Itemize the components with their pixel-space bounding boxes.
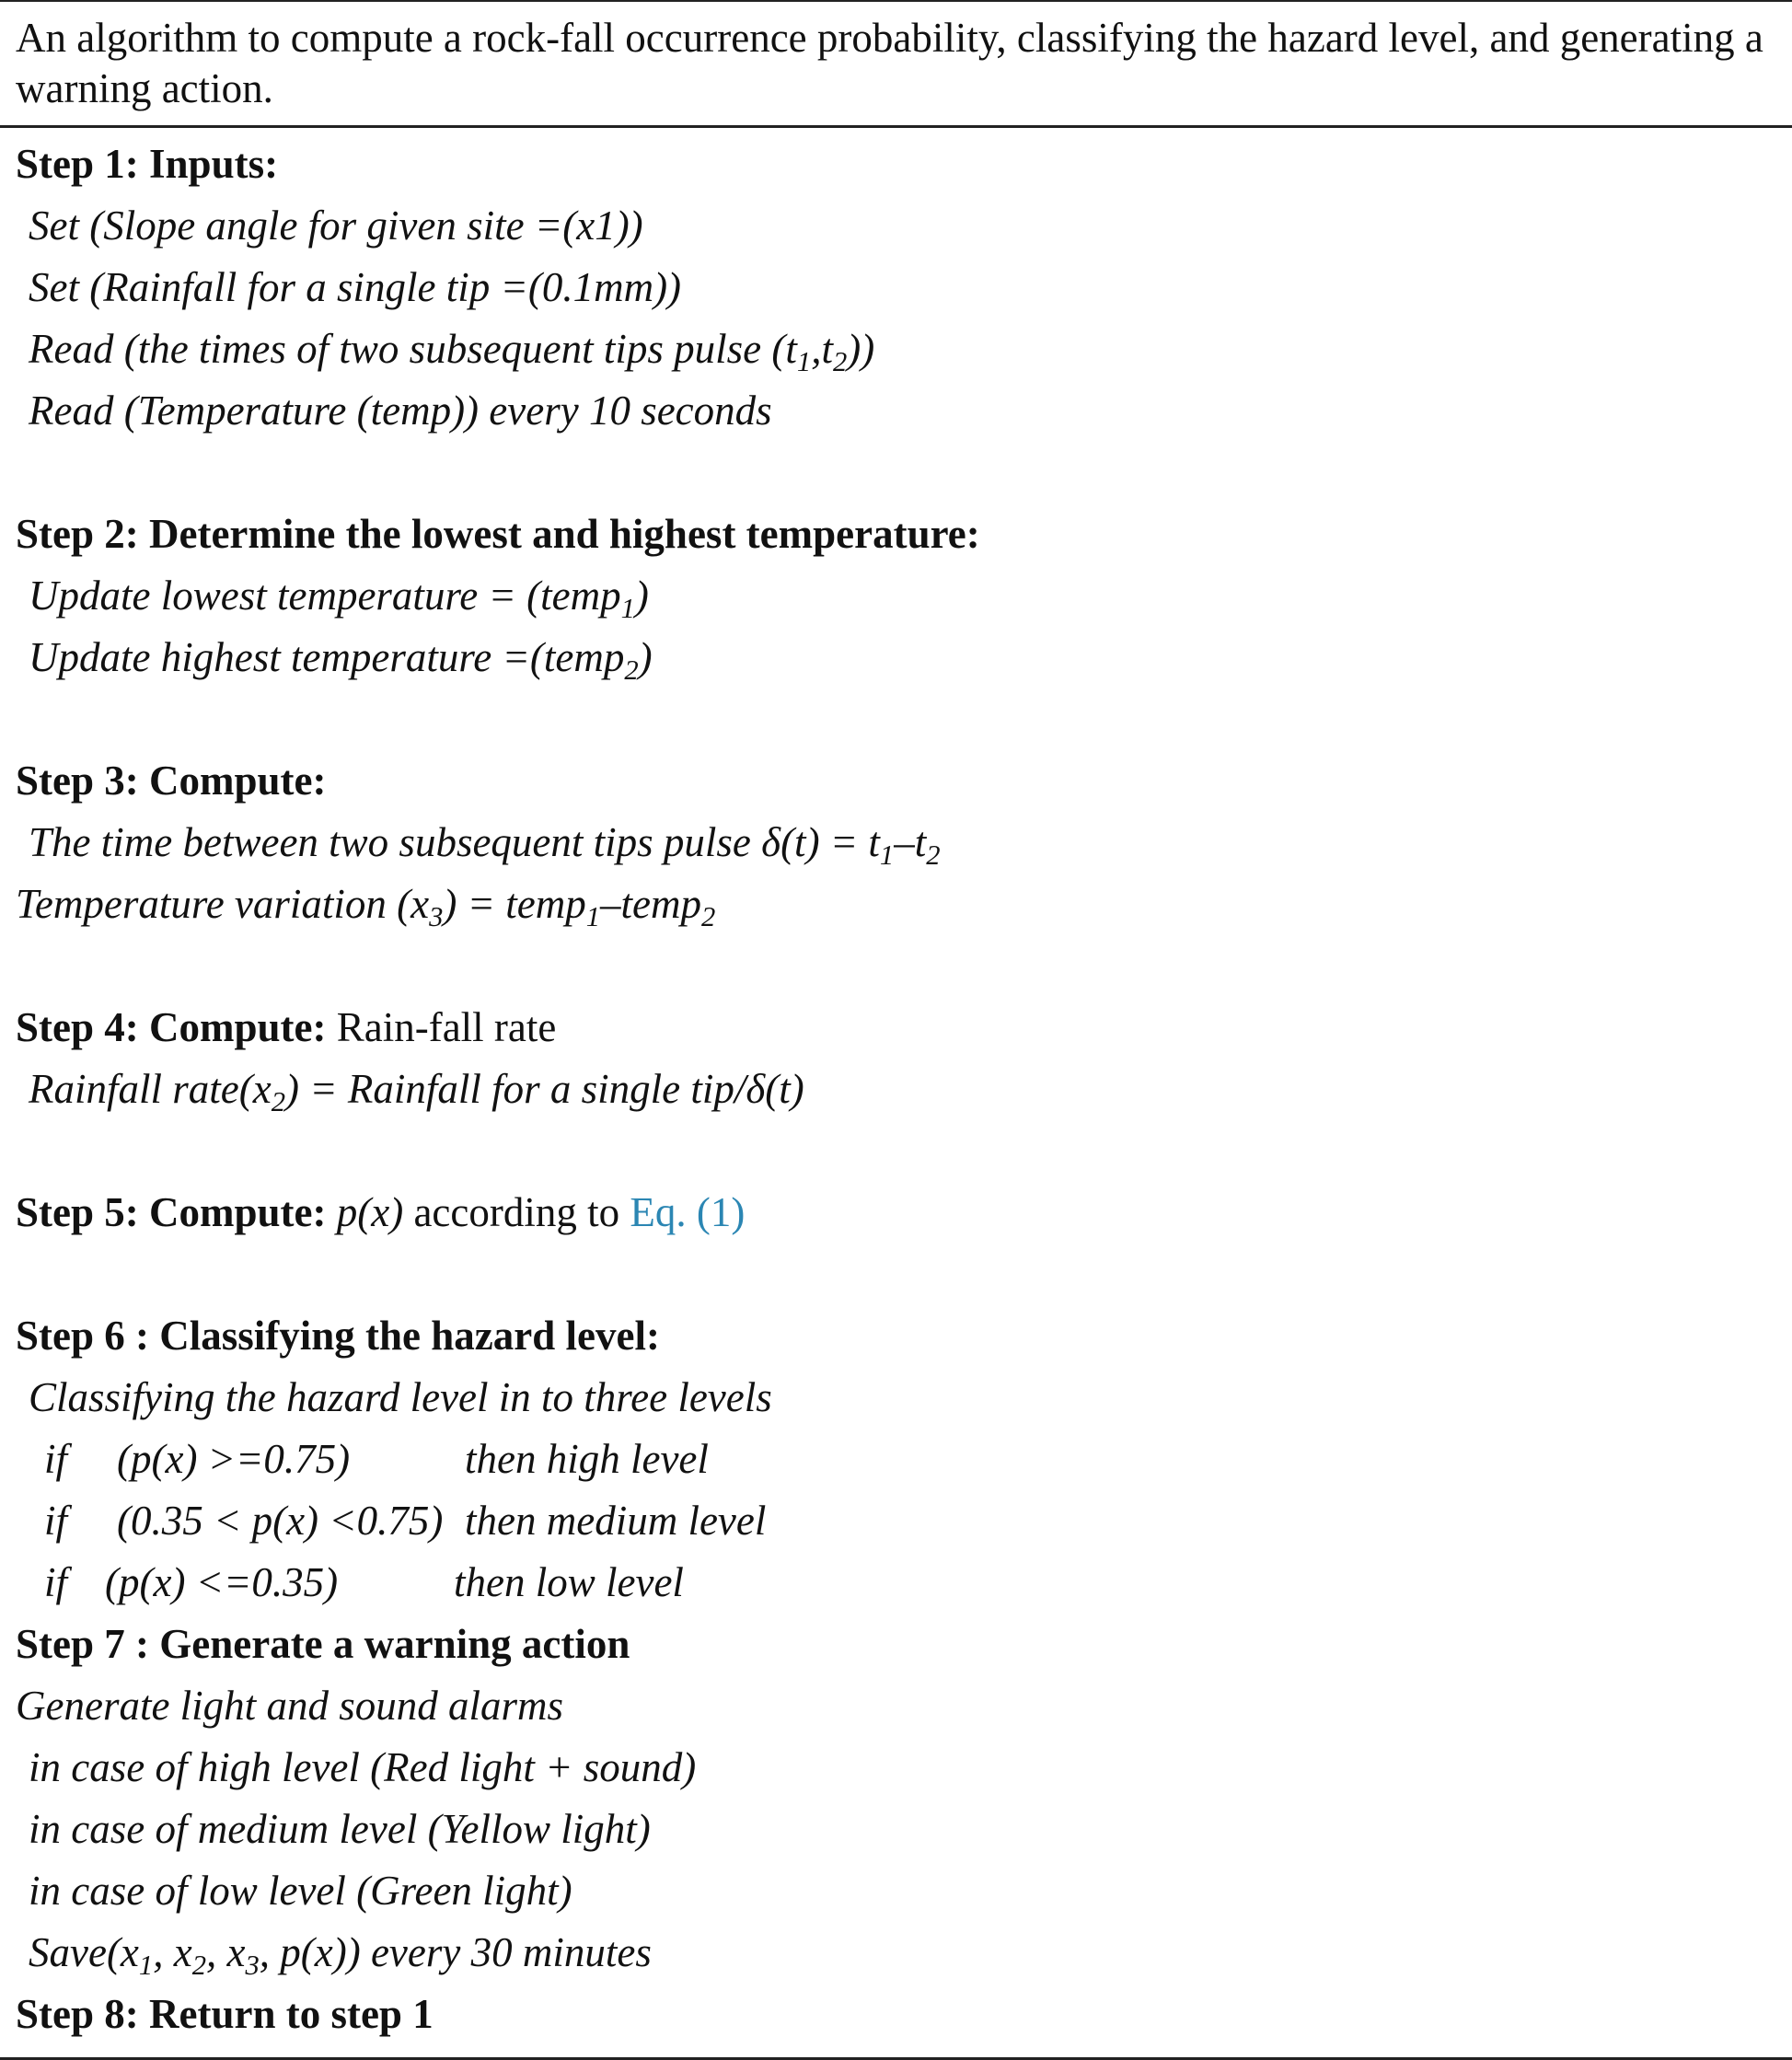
step3-time-sub1: 1 [879, 839, 895, 872]
rule-low-if: if [44, 1559, 68, 1605]
step3-var-sub3: 2 [701, 901, 716, 933]
rule-medium-condition: (0.35 < p(x) <0.75) [117, 1498, 444, 1544]
step2-highest-text-a: Update highest temperature =(temp [29, 634, 625, 680]
step3-time-sub2: 2 [926, 839, 941, 872]
step4-heading-line [16, 1001, 556, 1053]
step4-rate-text-b: ) = Rainfall for a single tip/δ(t) [285, 1066, 804, 1112]
step1-tips-text-a: Read (the times of two subsequent tips pulse (t [29, 326, 797, 372]
step3-time-text-b: –t [894, 819, 927, 865]
step1-line-tips [29, 323, 875, 378]
step3-time-text-a: The time between two subsequent tips pulse δ(t) = t [29, 819, 880, 865]
step4-heading-tail: Rain-fall rate [336, 1004, 557, 1050]
step2-highest-sub: 2 [624, 654, 639, 687]
step3-var-sub1: 3 [429, 901, 444, 933]
rule-low-condition: (p(x) <=0.35) [105, 1559, 339, 1605]
step5-line [16, 1186, 745, 1238]
step4-heading: Step 4: Compute: [16, 1004, 327, 1050]
step5-heading: Step 5: Compute: [16, 1189, 327, 1235]
step5-px: p(x) [336, 1189, 404, 1235]
step7-save-text-c: , x [205, 1929, 246, 1975]
step3-line-variation [16, 878, 716, 933]
rule-high-condition: (p(x) >=0.75) [117, 1436, 351, 1482]
step4-rate-sub: 2 [271, 1086, 285, 1118]
rule-high-result: then high level [465, 1436, 709, 1482]
step2-line-lowest [29, 570, 649, 625]
step1-tips-sub2: 2 [832, 346, 848, 378]
rule-medium-if: if [44, 1498, 68, 1544]
step1-tips-text-b: ,t [811, 326, 833, 372]
step1-line-temperature: Read (Temperature (temp)) every 10 seconds [29, 388, 772, 434]
step7-save-text-d: , p(x)) every 30 minutes [259, 1929, 652, 1975]
step7-save-text-b: , x [153, 1929, 192, 1975]
step7-save-sub1: 1 [138, 1950, 154, 1982]
equation-1-link[interactable]: Eq. (1) [630, 1189, 746, 1235]
step1-tips-text-c: )) [847, 326, 875, 372]
step1-tips-sub1: 1 [796, 346, 812, 378]
step7-line-medium: in case of medium level (Yellow light) [29, 1806, 651, 1852]
step8-heading: Step 8: Return to step 1 [16, 1991, 434, 2037]
step4-line-rate [29, 1063, 804, 1118]
step7-line-save [29, 1927, 652, 1982]
step6-line-classify: Classifying the hazard level in to three levels [29, 1374, 772, 1420]
step3-var-text-b: ) = temp [443, 881, 586, 927]
step5-text: according to [413, 1189, 620, 1235]
step2-lowest-text-b: ) [634, 573, 649, 619]
step7-line-low: in case of low level (Green light) [29, 1868, 572, 1914]
step7-line-alarms: Generate light and sound alarms [16, 1683, 563, 1729]
top-rule [0, 0, 1792, 2]
step3-var-sub2: 1 [585, 901, 601, 933]
step3-var-text-a: Temperature variation (x [16, 881, 430, 927]
step1-line-rainfall: Set (Rainfall for a single tip =(0.1mm)) [29, 264, 682, 310]
step7-line-high: in case of high level (Red light + sound) [29, 1744, 697, 1790]
rule-high-if: if [44, 1436, 68, 1482]
step7-save-text-a: Save(x [29, 1929, 139, 1975]
step1-line-slope: Set (Slope angle for given site =(x1)) [29, 203, 643, 249]
step4-rate-text-a: Rainfall rate(x [29, 1066, 272, 1112]
step2-heading: Step 2: Determine the lowest and highest temperature: [16, 511, 980, 557]
step3-line-time [29, 816, 941, 872]
step7-heading: Step 7 : Generate a warning action [16, 1621, 630, 1667]
step6-heading: Step 6 : Classifying the hazard level: [16, 1313, 660, 1359]
step7-save-sub3: 3 [245, 1950, 260, 1982]
step1-heading: Step 1: Inputs: [16, 141, 279, 187]
step7-save-sub2: 2 [191, 1950, 206, 1982]
rule-low-result: then low level [454, 1559, 684, 1605]
step3-heading: Step 3: Compute: [16, 758, 327, 804]
step2-lowest-text-a: Update lowest temperature = (temp [29, 573, 621, 619]
step3-var-text-c: –temp [600, 881, 702, 927]
header-rule [0, 125, 1792, 128]
step2-line-highest [29, 631, 653, 687]
rule-medium-result: then medium level [465, 1498, 767, 1544]
algorithm-caption: An algorithm to compute a rock-fall occurrence probability, classifying the hazard level, and generating a warning action. [16, 15, 1763, 111]
step2-highest-text-b: ) [638, 634, 653, 680]
step2-lowest-sub: 1 [620, 593, 635, 625]
